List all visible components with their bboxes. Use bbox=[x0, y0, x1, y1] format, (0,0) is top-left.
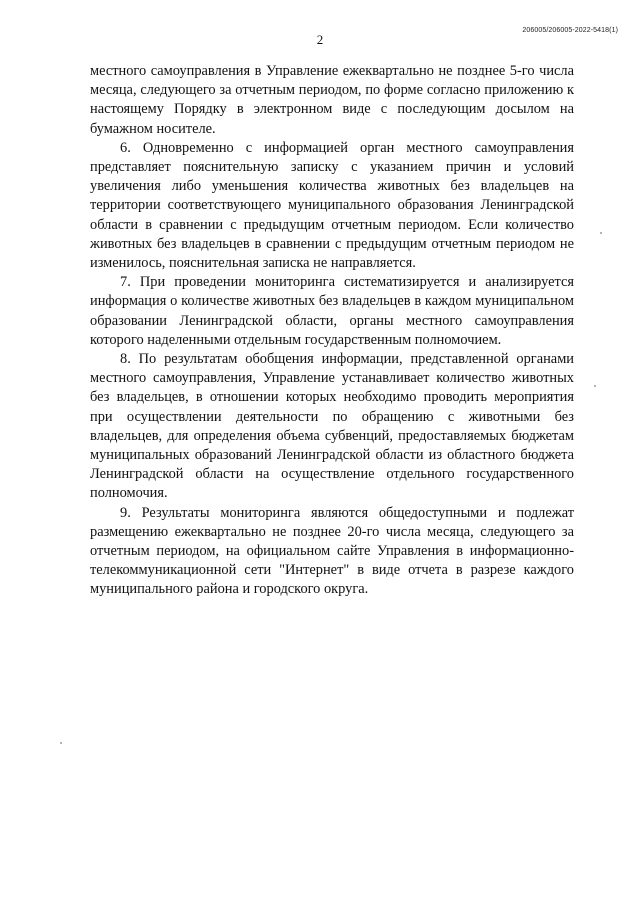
scan-speck bbox=[600, 232, 602, 234]
paragraph-8: 8. По результатам обобщения информации, представленной органами местного самоуправления, Управление устанавливает количество животных без владельцев, в отношении которых необходимо проводить мероприятия при осуществлении деятельности по обращению с животными без владельцев, для определения объема субвенций, предоставляемых бюджетам муниципальных образований Ленинградской области из областного бюджета Ленинградской области на осуществление отдельного государственного полномочия. bbox=[90, 351, 574, 502]
scan-speck bbox=[60, 742, 62, 744]
document-body bbox=[90, 62, 574, 600]
document-id: 206005/206005-2022-5418(1) bbox=[522, 27, 618, 34]
scan-speck bbox=[594, 385, 596, 387]
paragraph-continuation: местного самоуправления в Управление ежеквартально не позднее 5-го числа месяца, следующего за отчетным периодом, по форме согласно приложению к настоящему Порядку в электронном виде с последующим досылом на бумажном носителе. bbox=[90, 63, 574, 137]
paragraph-9: 9. Результаты мониторинга являются общедоступными и подлежат размещению ежеквартально не позднее 20-го числа месяца, следующего за отчетным периодом, на официальном сайте Управления в информационно-телекоммуникационной сети "Интернет" в виде отчета в разрезе каждого муниципального района и городского округа. bbox=[90, 504, 574, 598]
paragraph-7: 7. При проведении мониторинга систематизируется и анализируется информация о количестве животных без владельцев в каждом муниципальном образовании Ленинградской области, органы местного самоуправления которого наделенными отдельным государственным полномочием. bbox=[90, 274, 574, 348]
page-number: 2 bbox=[316, 32, 324, 47]
paragraph-6: 6. Одновременно с информацией орган местного самоуправления представляет пояснительную записку с указанием причин и условий увеличения либо уменьшения количества животных без владельцев на территории соответствующего муниципального образования Ленинградской области в сравнении с предыдущим отчетным периодом. Если количество животных без владельцев в сравнении с предыдущим отчетным периодом не изменилось, пояснительная записка не направляется. bbox=[90, 139, 574, 272]
